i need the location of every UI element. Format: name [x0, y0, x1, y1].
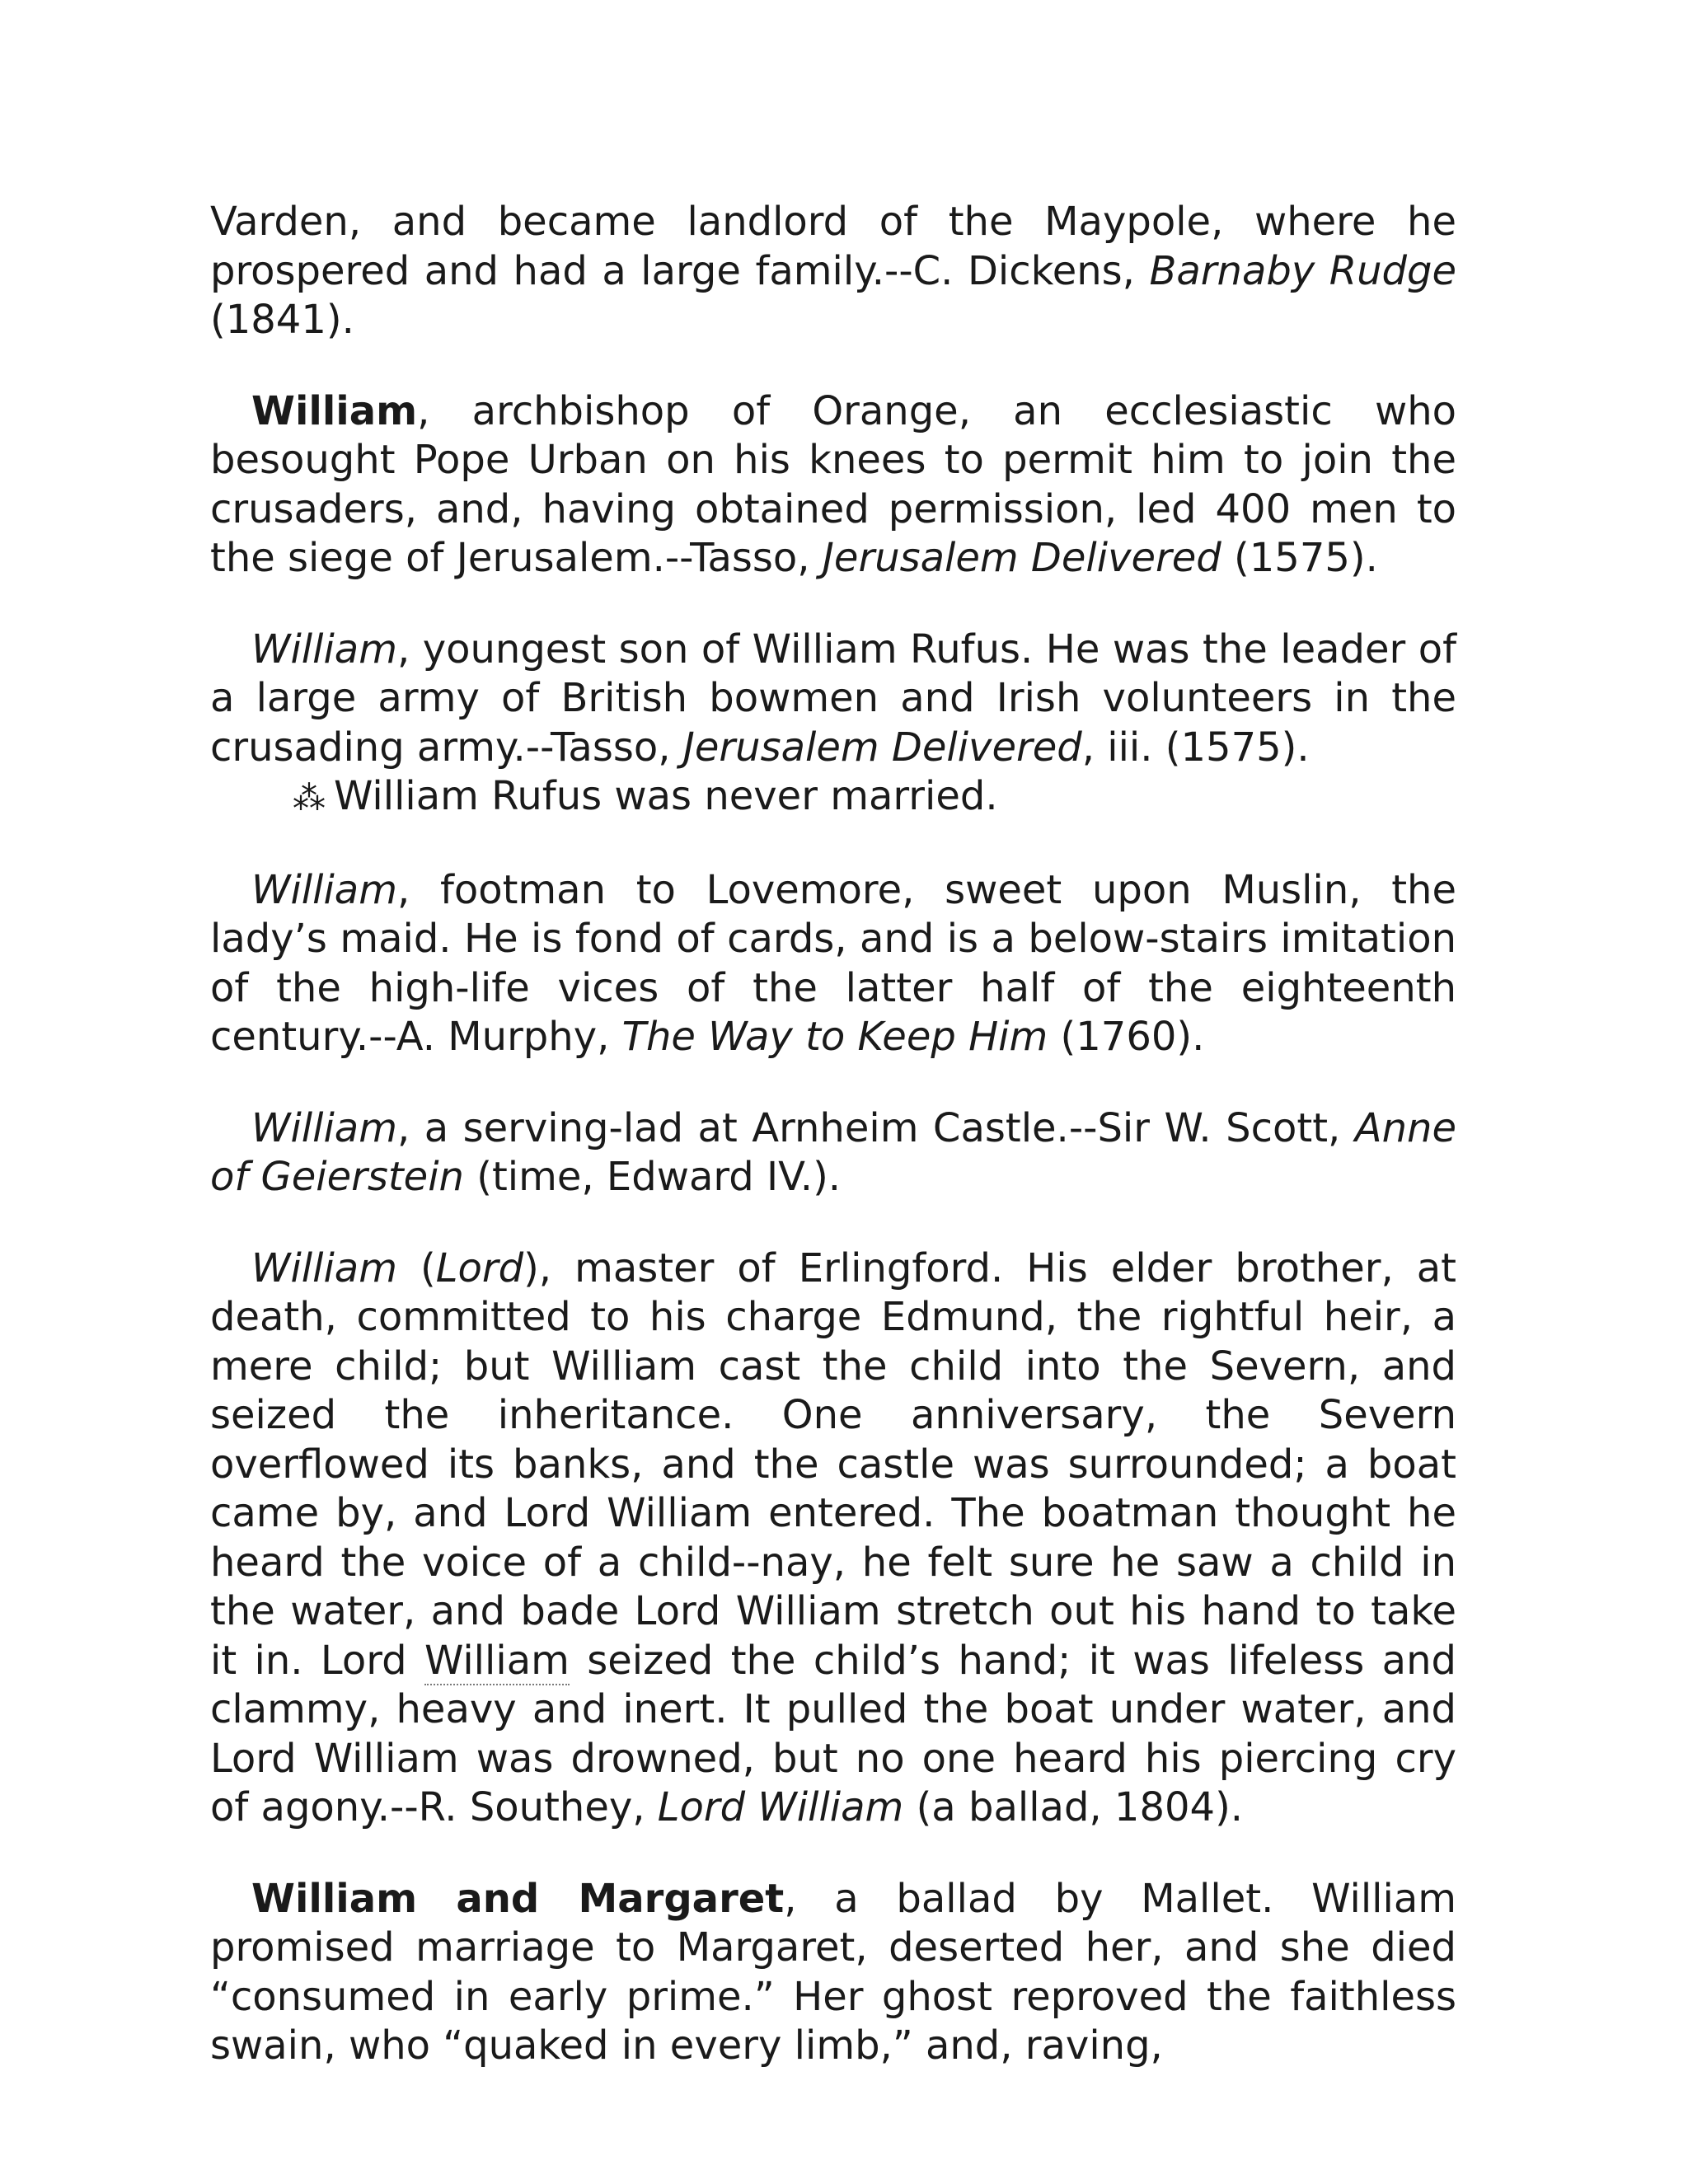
work-title: The Way to Keep Him — [621, 1014, 1048, 1060]
paragraph-text: Varden, and became landlord of the Maypole, where he prospered and had a large family.--C. Dickens, — [210, 199, 1456, 294]
entry-headword: William — [251, 866, 397, 913]
paragraph-text: ), master of Erlingford. His elder brother, at death, committed to his charge Edmund, the rightful heir, a mere child; but William cast the child into the Severn, and seized the inheritance. One anniversary, the Severn overflowed its banks, and the castle was surrounded; a boat came by, and Lord William entered. The boatman thought he heard the voice of a child--nay, he felt sure he saw a child in the water, and bade Lord William stretch out his hand to take it in. Lord — [210, 1244, 1456, 1684]
paragraph-text: (time, Edward IV.). — [463, 1154, 842, 1200]
work-title: Jerusalem Delivered — [822, 535, 1221, 581]
entry-william-footman — [210, 866, 1456, 1062]
paragraph-text: (1575). — [1221, 535, 1378, 581]
entry-qualifier: Lord — [435, 1244, 524, 1291]
paragraph-text: , archbishop of Orange, an ecclesiastic who besought Pope Urban on his knees to permit him to join the crusaders, and, having obtained permission, led 400 men to the siege of Jerusalem.--Tasso, — [210, 387, 1456, 581]
entry-headword: William — [251, 626, 397, 673]
paragraph-text: (a ballad, 1804). — [903, 1784, 1244, 1830]
paragraph-text: , a ballad by Mallet. William promised marriage to Margaret, deserted her, and she died “consumed in early prime.” Her ghost reproved the faithless swain, who “quaked in every limb,” and, raving, — [210, 1875, 1456, 2069]
editorial-note — [210, 772, 1456, 824]
entry-william-archbishop — [210, 387, 1456, 583]
paragraph-text: (1841). — [210, 297, 354, 343]
entry-headword: William — [251, 1244, 397, 1291]
entry-headword: William and Margaret — [251, 1875, 785, 1922]
paragraph-text: , youngest son of William Rufus. He was the leader of a large army of British bowmen and Irish volunteers in the crusading army.--Tasso, — [210, 626, 1456, 771]
paragraph-text: , a serving-lad at Arnheim Castle.--Sir W. Scott, — [396, 1104, 1355, 1151]
cross-reference-link[interactable]: William — [424, 1637, 570, 1684]
paragraph-varden-continuation — [210, 198, 1456, 345]
asterism-icon: ⁂ — [293, 780, 326, 818]
paragraph-text: (1760). — [1048, 1014, 1205, 1060]
work-title: Anne of Geierstein — [210, 1104, 1456, 1200]
document-page — [210, 198, 1456, 2113]
entry-headword: William — [251, 1104, 397, 1151]
work-title: Lord William — [657, 1784, 904, 1830]
paragraph-text: seized the child’s hand; it was lifeless and clammy, heavy and inert. It pulled the boat under water, and Lord William was drowned, but no one heard his piercing cry of agony.--R. Southey, — [210, 1637, 1456, 1830]
work-title: Barnaby Rudge — [1149, 247, 1456, 294]
paragraph-text: , footman to Lovemore, sweet upon Muslin, the lady’s maid. He is fond of cards, and is a below-stairs imitation of the high-life vices of the latter half of the eighteenth century.--A. Murphy, — [210, 866, 1456, 1060]
entry-william-and-margaret — [210, 1875, 1456, 2071]
paragraph-text: , iii. (1575). — [1081, 724, 1310, 771]
entry-headword: William — [251, 387, 418, 434]
work-title: Jerusalem Delivered — [682, 724, 1082, 771]
entry-william-serving-lad — [210, 1104, 1456, 1202]
entry-lord-william — [210, 1244, 1456, 1833]
note-text: William Rufus was never married. — [334, 773, 998, 819]
entry-william-son-of-rufus — [210, 626, 1456, 773]
paragraph-text: ( — [396, 1244, 436, 1291]
